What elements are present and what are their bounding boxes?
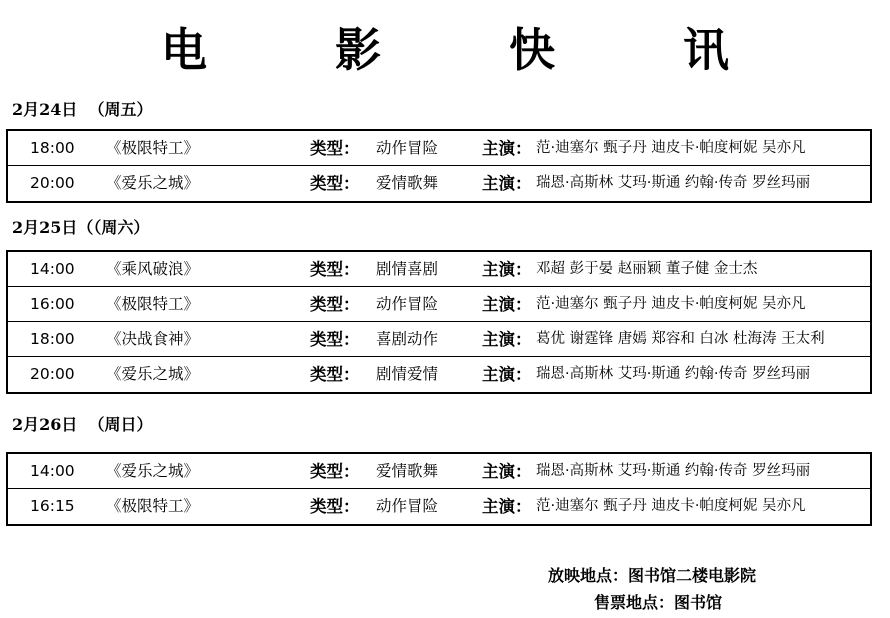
cast-label: 主演：	[482, 139, 532, 158]
table-row	[8, 489, 870, 524]
genre-value: 剧情爱情	[376, 365, 439, 383]
genre-label: 类型：	[310, 330, 360, 349]
cast-value: 葛优 谢霆锋 唐嫣 郑容和 白冰 杜海涛 王太利	[536, 331, 825, 347]
cast-label: 主演：	[482, 260, 532, 279]
genre-value: 爱情歌舞	[376, 462, 439, 480]
cast-value: 瑞恩·高斯林 艾玛·斯通 约翰·传奇 罗丝玛丽	[536, 175, 811, 191]
genre-value: 剧情喜剧	[376, 260, 439, 278]
day-header-2: 2月25日（（周六）	[12, 218, 150, 237]
genre-label: 类型：	[310, 174, 360, 193]
genre-label: 类型：	[310, 260, 360, 279]
schedule-table-day-1	[6, 129, 872, 203]
movie-title: 《爱乐之城》	[106, 365, 200, 383]
screening-time: 16:00	[30, 295, 75, 313]
movie-title: 《极限特工》	[106, 295, 200, 313]
schedule-table-day-3	[6, 452, 872, 526]
table-row	[8, 166, 870, 201]
cast-label: 主演：	[482, 330, 532, 349]
table-row	[8, 287, 870, 322]
movie-title: 《乘风破浪》	[106, 260, 200, 278]
genre-label: 类型：	[310, 295, 360, 314]
page-title: 电 影 快 讯	[160, 23, 786, 77]
screening-time: 20:00	[30, 365, 75, 383]
movie-title: 《极限特工》	[106, 139, 200, 157]
genre-value: 喜剧动作	[376, 330, 439, 348]
genre-value: 动作冒险	[376, 295, 439, 313]
movie-title: 《爱乐之城》	[106, 462, 200, 480]
cast-label: 主演：	[482, 462, 532, 481]
cast-value: 范·迪塞尔 甄子丹 迪皮卡·帕度柯妮 吴亦凡	[536, 296, 806, 312]
cast-value: 邓超 彭于晏 赵丽颖 董子健 金士杰	[536, 261, 758, 277]
cast-value: 瑞恩·高斯林 艾玛·斯通 约翰·传奇 罗丝玛丽	[536, 463, 811, 479]
cast-value: 范·迪塞尔 甄子丹 迪皮卡·帕度柯妮 吴亦凡	[536, 140, 806, 156]
table-row	[8, 252, 870, 287]
screening-time: 14:00	[30, 260, 75, 278]
day-header-3: 2月26日 （周日）	[12, 415, 153, 434]
venue-info: 放映地点：图书馆二楼电影院	[548, 566, 757, 585]
table-row	[8, 131, 870, 166]
screening-time: 18:00	[30, 330, 75, 348]
genre-label: 类型：	[310, 497, 360, 516]
movie-title: 《爱乐之城》	[106, 174, 200, 192]
ticket-info: 售票地点：图书馆	[594, 593, 723, 612]
screening-time: 20:00	[30, 174, 75, 192]
schedule-table-day-2	[6, 250, 872, 394]
genre-label: 类型：	[310, 365, 360, 384]
cast-label: 主演：	[482, 295, 532, 314]
cast-label: 主演：	[482, 365, 532, 384]
cast-value: 瑞恩·高斯林 艾玛·斯通 约翰·传奇 罗丝玛丽	[536, 366, 811, 382]
table-row	[8, 454, 870, 489]
genre-value: 动作冒险	[376, 139, 439, 157]
cast-value: 范·迪塞尔 甄子丹 迪皮卡·帕度柯妮 吴亦凡	[536, 498, 806, 514]
genre-value: 爱情歌舞	[376, 174, 439, 192]
genre-value: 动作冒险	[376, 497, 439, 515]
movie-title: 《极限特工》	[106, 497, 200, 515]
cast-label: 主演：	[482, 174, 532, 193]
table-row	[8, 357, 870, 392]
movie-title: 《决战食神》	[106, 330, 200, 348]
table-row	[8, 322, 870, 357]
screening-time: 16:15	[30, 497, 75, 515]
screening-time: 18:00	[30, 139, 75, 157]
genre-label: 类型：	[310, 139, 360, 158]
day-header-1: 2月24日 （周五）	[12, 100, 153, 119]
screening-time: 14:00	[30, 462, 75, 480]
genre-label: 类型：	[310, 462, 360, 481]
cast-label: 主演：	[482, 497, 532, 516]
